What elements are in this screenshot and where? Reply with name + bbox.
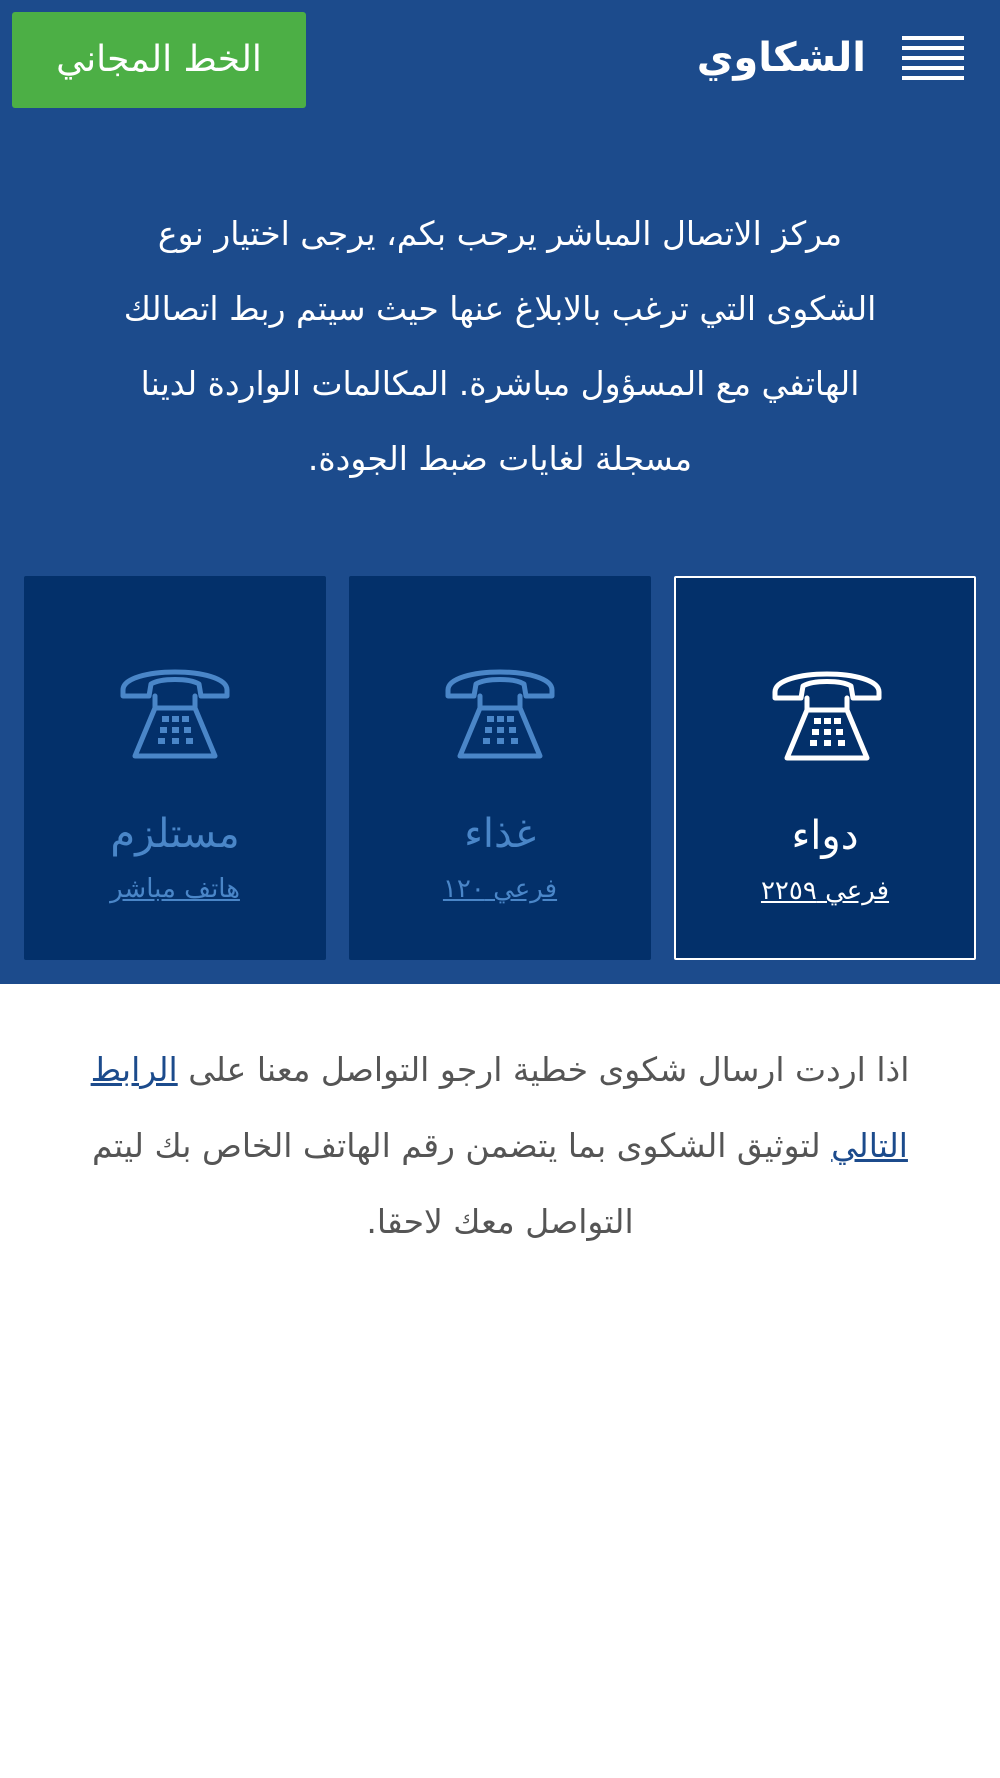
complaint-type-options [24,576,976,960]
complaint-card-extension-link[interactable]: هاتف مباشر [110,874,240,904]
hamburger-menu-icon[interactable] [902,36,964,80]
telephone-icon [767,658,887,768]
written-complaint-link[interactable]: الرابط التالي [90,1050,908,1165]
telephone-icon [440,656,560,766]
complaint-card-extension-link[interactable]: فرعي ١٢٠ [442,874,558,904]
toll-free-hotline-button[interactable]: الخط المجاني [12,12,306,108]
complaint-card-label: غذاء [464,811,536,857]
written-complaint-note [60,1032,940,1260]
note-text-after-link: لتوثيق الشكوى بما يتضمن رقم الهاتف الخاص بك ليتم التواصل معك لاحقا. [92,1126,832,1241]
complaint-card-medicine[interactable] [674,576,976,960]
complaint-card-label: دواء [791,813,859,859]
complaint-card-supplies[interactable] [24,576,326,960]
intro-text: مركز الاتصال المباشر يرحب بكم، يرجى اختيار نوع الشكوى التي ترغب بالابلاغ عنها حيث سيتم ربط اتصالك الهاتفي مع المسؤول مباشرة. المكالمات الواردة لدينا مسجلة لغايات ضبط الجودة. [123,214,877,478]
note-text-before-link: اذا اردت ارسال شكوى خطية ارجو التواصل معنا على [177,1050,910,1089]
telephone-icon [115,656,235,766]
page-title: الشكاوي [696,35,866,81]
complaint-card-food[interactable] [349,576,651,960]
complaint-card-extension-link[interactable]: فرعي ٢٢٥٩ [760,876,890,906]
complaint-card-label: مستلزم [110,811,240,857]
